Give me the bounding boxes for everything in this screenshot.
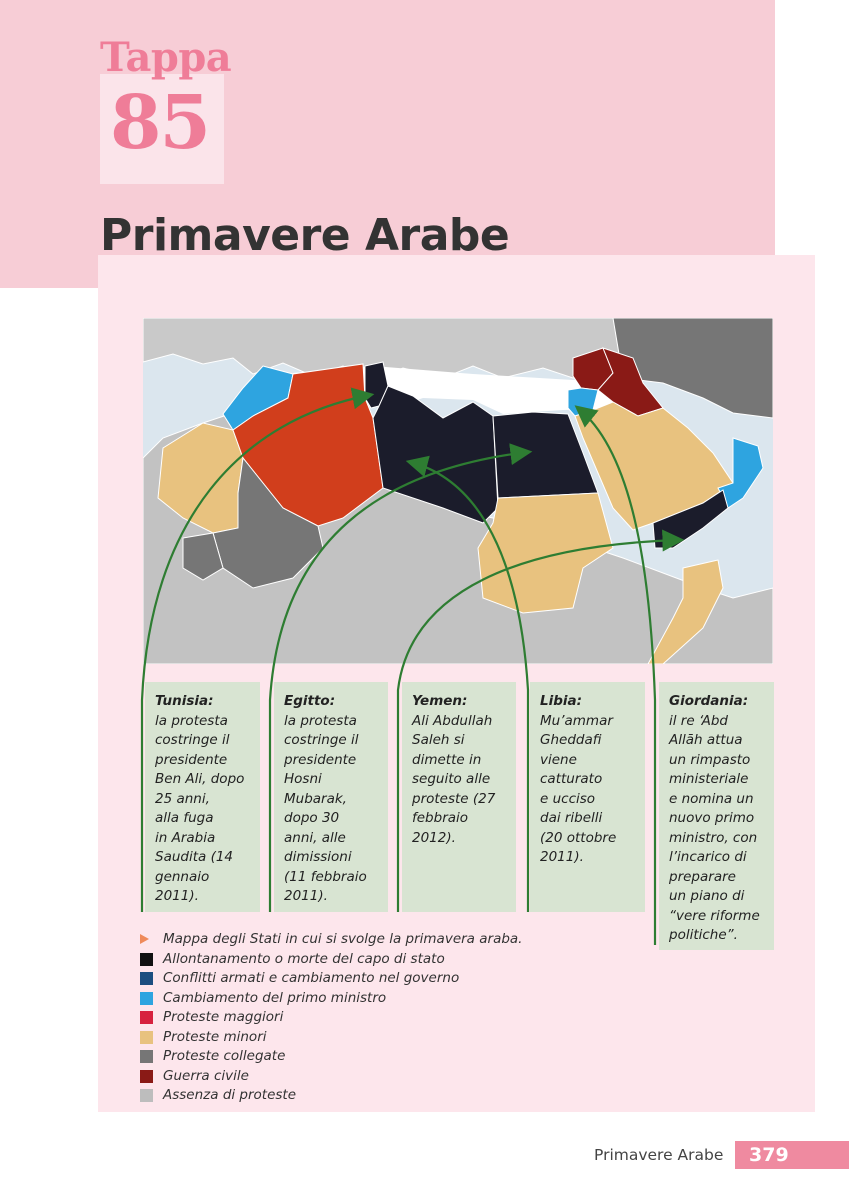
legend-item (140, 950, 620, 970)
card-country-name: Yemen: (412, 693, 468, 709)
card-libia (530, 682, 645, 912)
legend-swatch (140, 992, 153, 1005)
card-tunisia (145, 682, 260, 912)
legend-label: Assenza di proteste (163, 1087, 297, 1103)
legend-swatch (140, 1011, 153, 1024)
legend-label: Allontanamento o morte del capo di stato (163, 950, 445, 967)
card-country-name: Egitto: (284, 693, 336, 709)
card-country-name: Libia: (540, 693, 583, 709)
legend-label: Proteste maggiori (163, 1009, 284, 1025)
legend-item (140, 1086, 620, 1106)
tappa-number: 85 (110, 80, 209, 166)
triangle-bullet-icon (140, 934, 149, 944)
page-number: 379 (735, 1141, 849, 1169)
legend-swatch (140, 972, 153, 985)
legend-swatch (140, 1070, 153, 1083)
card-country-name: Giordania: (669, 693, 749, 709)
legend-swatch (140, 1050, 153, 1063)
card-country-name: Tunisia: (155, 693, 214, 709)
map-svg (143, 318, 773, 664)
legend-label: Proteste collegate (163, 1048, 286, 1064)
card-text: Mu’ammar Gheddafi viene catturato e ucciso dai ribelli (20 ottobre 2011). (540, 712, 617, 865)
tappa-label: Tappa (100, 34, 232, 81)
legend-label: Guerra civile (163, 1067, 249, 1084)
legend-label: Conflitti armati e cambiamento nel governo (163, 970, 460, 986)
map-legend (140, 930, 620, 1106)
legend-label: Proteste minori (163, 1028, 267, 1045)
legend-label: Cambiamento del primo ministro (163, 989, 387, 1006)
card-giordania (659, 682, 774, 950)
running-title: Primavere Arabe (594, 1146, 724, 1164)
legend-item (140, 1047, 620, 1067)
card-egitto (274, 682, 388, 912)
legend-swatch (140, 1031, 153, 1044)
card-text: la protesta costringe il presidente Ben Ali, dopo 25 anni, alla fuga in Arabia Saudita (14 gennaio 2011). (155, 712, 245, 904)
legend-item (140, 1067, 620, 1087)
card-text: Ali Abdullah Saleh si dimette in seguito alle proteste (27 febbraio 2012). (412, 712, 496, 846)
legend-swatch (140, 1089, 153, 1102)
legend-swatch (140, 953, 153, 966)
legend-item (140, 1028, 620, 1048)
card-text: la protesta costringe il presidente Hosni Mubarak, dopo 30 anni, alle dimissioni (11 febbraio 2011). (284, 712, 367, 904)
legend-item (140, 969, 620, 989)
card-text: il re ‘Abd Allāh attua un rimpasto ministeriale e nomina un nuovo primo ministro, con l’incarico di preparare un piano di “vere riforme politiche”. (669, 712, 760, 943)
legend-item (140, 1008, 620, 1028)
arab-spring-map (143, 318, 773, 664)
legend-caption-text: Mappa degli Stati in cui si svolge la primavera araba. (163, 931, 523, 947)
legend-caption (140, 930, 620, 950)
card-yemen (402, 682, 516, 912)
legend-item (140, 989, 620, 1009)
page-title: Primavere Arabe (100, 210, 510, 261)
